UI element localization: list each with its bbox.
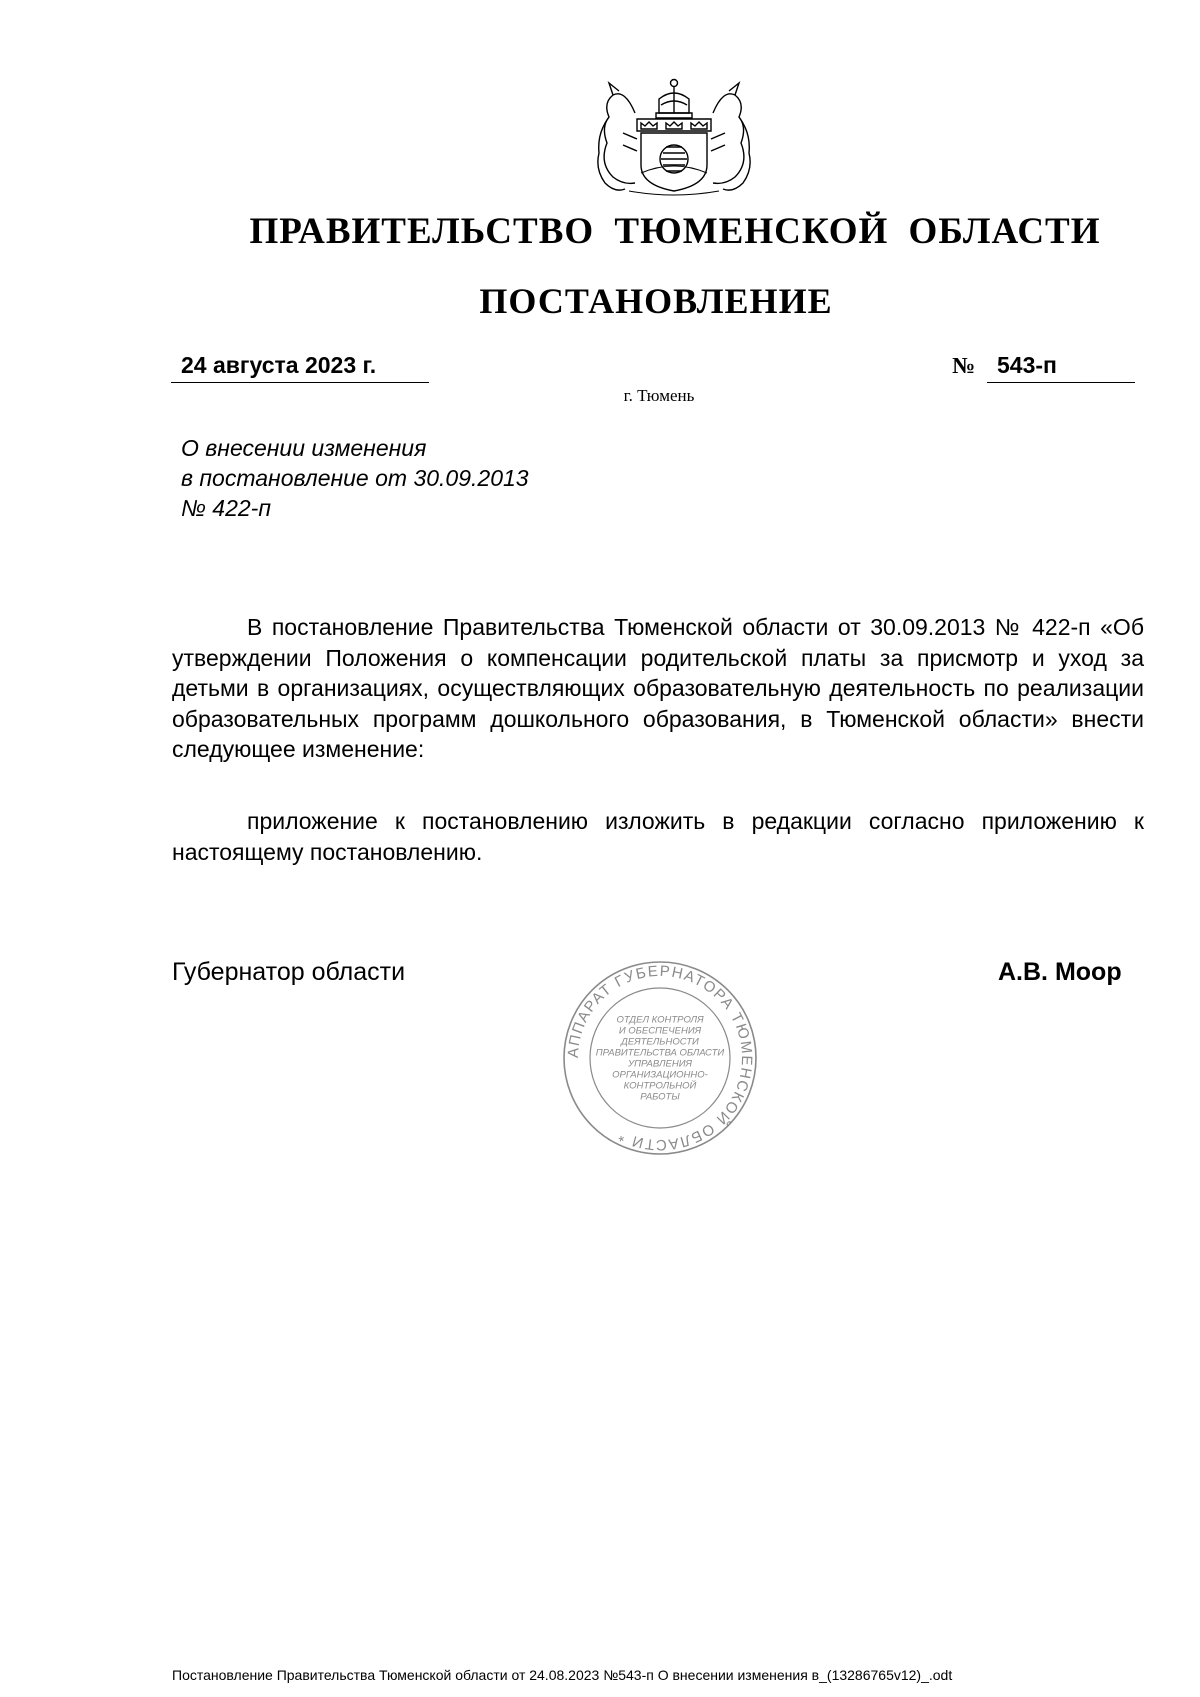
signer-position: Губернатор области (172, 958, 406, 986)
document-number: 543-п (997, 352, 1057, 378)
document-footer: Постановление Правительства Тюменской области от 24.08.2023 №543-п О внесении изменения в_(13286765v12)_.odt (172, 1667, 953, 1683)
stamp-center-line: РАБОТЫ (640, 1091, 680, 1103)
body-paragraph: В постановление Правительства Тюменской области от 30.09.2013 № 422-п «Об утверждении Положения о компенсации родительской платы за присмотр и уход за детьми в организациях, осуществляющих образовательную деятельность по реализации образовательных программ дошкольного образования, в Тюменской области» внести следующее изменение: (172, 614, 1144, 762)
stamp-center-line: ДЕЯТЕЛЬНОСТИ (621, 1036, 699, 1048)
number-sign: № (952, 353, 976, 378)
document-number-field (952, 352, 1135, 382)
stamp-center-line: КОНТРОЛЬНОЙ (623, 1080, 697, 1092)
stamp-center-line: ОРГАНИЗАЦИОННО- (612, 1069, 708, 1081)
signer-name: А.В. Моор (998, 958, 1122, 986)
svg-text:АППАРАТ ГУБЕРНАТОРА ТЮМЕНСКОЙ: АППАРАТ ГУБЕРНАТОРА ТЮМЕНСКОЙ ОБЛАСТИ * (564, 962, 756, 1154)
stamp-center-line: УПРАВЛЕНИЯ (628, 1058, 692, 1070)
document-type-heading: ПОСТАНОВЛЕНИЕ (479, 281, 833, 321)
subject-line: О внесении изменения (181, 435, 427, 461)
subject-line: № 422-п (181, 495, 271, 521)
document-date-field (171, 352, 429, 383)
city-label: г. Тюмень (623, 386, 695, 405)
stamp-center-line: ПРАВИТЕЛЬСТВА ОБЛАСТИ (595, 1047, 725, 1059)
coat-of-arms-icon (589, 73, 759, 198)
document-subject (181, 433, 529, 523)
stamp-center-line: ОТДЕЛ КОНТРОЛЯ (616, 1014, 704, 1026)
organization-title: ПРАВИТЕЛЬСТВО ТЮМЕНСКОЙ ОБЛАСТИ (249, 211, 1101, 252)
subject-line: в постановление от 30.09.2013 (181, 465, 529, 491)
document-number-line (987, 352, 1135, 383)
stamp-center-line: И ОБЕСПЕЧЕНИЯ (618, 1025, 702, 1037)
official-stamp-icon (560, 958, 760, 1158)
document-date: 24 августа 2023 г. (181, 352, 377, 378)
body-paragraph: приложение к постановлению изложить в редакции согласно приложению к настоящему постановлению. (172, 808, 1144, 865)
